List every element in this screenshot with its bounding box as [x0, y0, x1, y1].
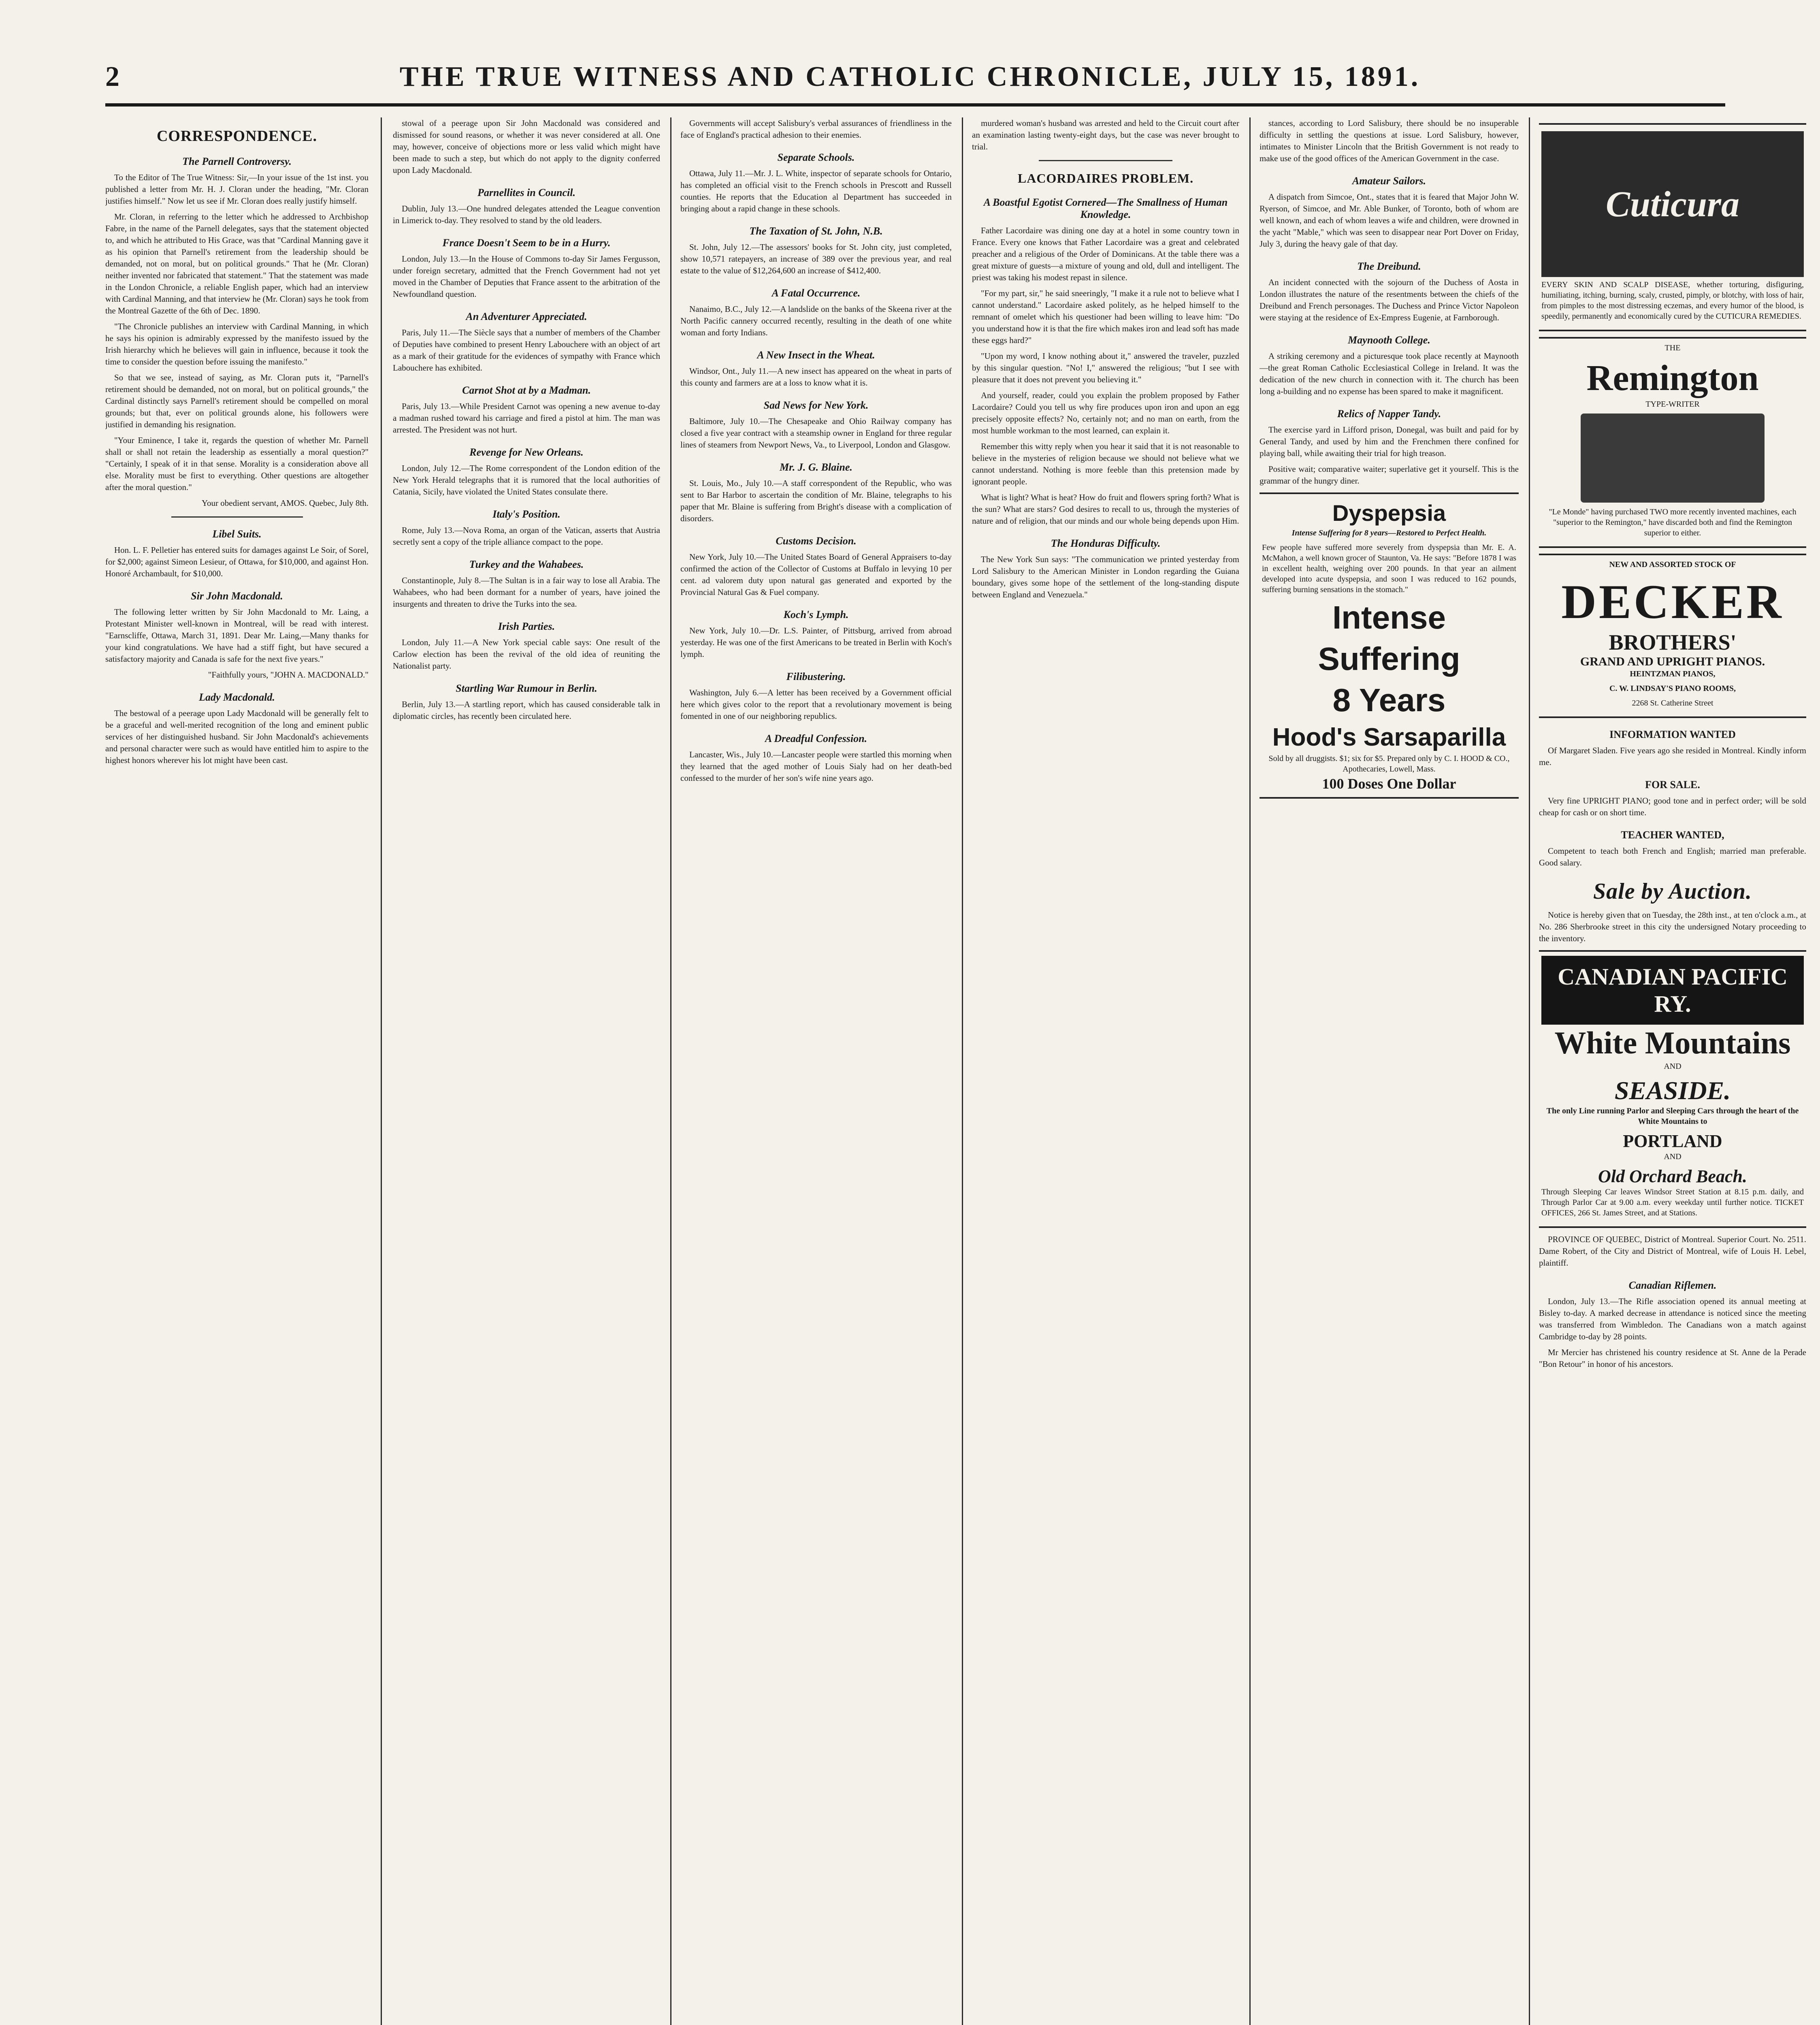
article-paragraph: Constantinople, July 8.—The Sultan is in a fair way to lose all Arabia. The Wahabees, who had been dormant for a number of years, have joined the insurgents and threaten to drive the Turks into the sea.: [393, 576, 660, 609]
article-paragraph: So that we see, instead of saying, as Mr. Cloran puts it, "Parnell's retirement should be demanded, not on moral, but on political grounds," the Cardinal distinctly says Parnell's retirement should be compelled on moral grounds; but that, ever on political grounds alone, his followers were justified in demanding his resignation.: [105, 373, 369, 429]
ad-footer: Sold by all druggists. $1; six for $5. Prepared only by C. I. HOOD & CO., Apothecaries, Lowell, Mass.: [1268, 754, 1510, 774]
article-heading: A Dreadful Confession.: [765, 733, 867, 744]
article-heading: Libel Suits.: [212, 528, 262, 540]
article-paragraph: Positive wait; comparative waiter; superlative get it yourself. This is the grammar of the hungry diner.: [1260, 464, 1519, 486]
signoff: "Faithfully yours, "JOHN A. MACDONALD.": [208, 670, 369, 680]
article-heading: LACORDAIRES PROBLEM.: [1017, 171, 1194, 185]
cuticura-ad: [1539, 123, 1806, 331]
article-paragraph: London, July 13.—The Rifle association opened its annual meeting at Bisley to-day. A marked decrease in attendance is noticed since the meeting was transferred from Wimbledon. The Canadians won a match against Cambridge to-day by 28 points.: [1539, 1296, 1806, 1341]
article-paragraph: "The Chronicle publishes an interview with Cardinal Manning, in which he says his opinion is admirably expressed by the manifesto issued by the Irish hierarchy which he believes will gain in influence, because it took the time to consider the question before issuing the manifesto.": [105, 322, 369, 367]
article-heading: Sir John Macdonald.: [191, 590, 283, 602]
separator: [171, 516, 303, 518]
ad-title: Remington: [1586, 358, 1759, 398]
article-heading: The Dreibund.: [1357, 260, 1421, 272]
column-4: [972, 117, 1239, 2025]
masthead-rule: [105, 103, 1725, 107]
cuticura-illustration: Cuticura: [1541, 131, 1804, 277]
article-heading: Koch's Lymph.: [783, 609, 849, 620]
article-heading: Filibustering.: [786, 671, 846, 682]
ad-subtitle: BROTHERS': [1609, 630, 1737, 654]
ad-word: 8 Years: [1332, 682, 1446, 718]
article-heading: Maynooth College.: [1348, 334, 1430, 346]
classified-heading: FOR SALE.: [1645, 779, 1700, 791]
ad-product: Hood's Sarsaparilla: [1272, 723, 1506, 751]
article-paragraph: Hon. L. F. Pelletier has entered suits for damages against Le Soir, of Sorel, for $2,000; against Simeon Lesieur, of Ottawa, for $10,000, and against Hon. Honoré Archambault, for $10,000.: [105, 545, 369, 578]
article-paragraph: A dispatch from Simcoe, Ont., states that it is feared that Major John W. Ryerson, of Simcoe, and Mr. Able Bunker, of Toronto, both of whom are well known, and each of whom leaves a wife and children, were drowned in the yacht "Mable," which was seen to disappear near Port Dover on Friday, July 3, during the heavy gale of that day.: [1260, 192, 1519, 249]
article-heading: Revenge for New Orleans.: [469, 446, 584, 458]
ad-title: DECKER: [1561, 575, 1784, 629]
article-paragraph: St. Louis, Mo., July 10.—A staff correspondent of the Republic, who was sent to Bar Harbor to ascertain the condition of Mr. Blaine, telegraphs to his paper that Mr. Blaine is suffering from Bright's disease with a complication of disorders.: [680, 478, 952, 523]
ad-body: Through Sleeping Car leaves Windsor Street Station at 8.15 p.m. daily, and Through Parlor Car at 9.00 a.m. every weekday until further notice. TICKET OFFICES, 266 St. James Street, and at Stations.: [1541, 1187, 1804, 1217]
remington-ad: [1539, 337, 1806, 548]
article-paragraph: To the Editor of The True Witness: Sir,—In your issue of the 1st inst. you published a letter from Mr. H. J. Cloran under the heading, "Mr. Cloran justifies himself." Now let us see if Mr. Cloran does really justify himself.: [105, 173, 369, 206]
article-paragraph: Mr Mercier has christened his country residence at St. Anne de la Perade "Bon Retour" in honor of his ancestors.: [1539, 1347, 1806, 1369]
classified-text: Of Margaret Sladen. Five years ago she resided in Montreal. Kindly inform me.: [1539, 746, 1806, 767]
classified-heading: INFORMATION WANTED: [1609, 729, 1736, 740]
article-heading: An Adventurer Appreciated.: [466, 311, 587, 322]
article-subheading: A Boastful Egotist Cornered—The Smallness of Human Knowledge.: [983, 196, 1228, 220]
column-rule: [1529, 117, 1530, 2025]
ad-small: AND: [1664, 1152, 1681, 1161]
article-heading: The Parnell Controversy.: [182, 156, 292, 167]
article-paragraph: Remember this witty reply when you hear it said that it is not reasonable to believe in the mysteries of religion because we should not believe what we cannot understand. Nothing is more feeble than this pretension made by ignorant people.: [972, 441, 1239, 486]
article-heading: Turkey and the Wahabees.: [469, 558, 584, 570]
article-heading: A New Insect in the Wheat.: [757, 349, 875, 361]
article-paragraph: St. John, July 12.—The assessors' books for St. John city, just completed, show 10,571 ratepayers, an increase of 389 over the previous year, and real estate to the value of $12,264,600 an increase of $412,400.: [680, 242, 952, 275]
article-paragraph: The bestowal of a peerage upon Lady Macdonald will be generally felt to be a graceful and well-merited recognition of the long and eminent public services of her distinguished husband. Sir John Macdonald's achievements and personal character were such as would have entitled him to aspire to the highest honors wherever his lot might have been cast.: [105, 708, 369, 765]
ad-body: C. W. LINDSAY'S PIANO ROOMS,: [1609, 684, 1736, 693]
article-paragraph: New York, July 10.—Dr. L.S. Painter, of Pittsburg, arrived from abroad yesterday. He was one of the first Americans to be treated in Berlin with Koch's lymph.: [680, 626, 952, 659]
page-number: 2: [105, 61, 119, 92]
ad-title: PORTLAND: [1623, 1131, 1722, 1151]
article-heading: Separate Schools.: [777, 151, 855, 163]
article-paragraph: Father Lacordaire was dining one day at a hotel in some country town in France. Every one knows that Father Lacordaire was a great and celebrated preacher and a religious of the Order of Dominicans. At the table there was a great mixture of guests—a mixture of young and old, dull and intelligent. The priest was taking his modest repast in silence.: [972, 226, 1239, 282]
hoods-sarsaparilla-ad: [1260, 492, 1519, 799]
classified-text: Very fine UPRIGHT PIANO; good tone and in perfect order; will be sold cheap for cash or on short time.: [1539, 796, 1806, 817]
decker-ad: [1539, 554, 1806, 718]
masthead: [0, 0, 1820, 122]
article-paragraph: "For my part, sir," he said sneeringly, "I make it a rule not to believe what I cannot understand." Lacordaire asked politely, as he helped himself to the remnant of omelet which his questioner had been willing to leave him: "Do you understand how it is that the fire which makes iron and lead soft has made these eggs hard?": [972, 288, 1239, 345]
article-paragraph: Ottawa, July 11.—Mr. J. L. White, inspector of separate schools for Ontario, has completed an official visit to the French schools in Prescott and Russell counties. He reports that the Education al Department has succeeded in bringing about a rapid change in these schools.: [680, 168, 952, 213]
ad-title: Old Orchard Beach.: [1598, 1166, 1747, 1186]
article-paragraph: A striking ceremony and a picturesque took place recently at Maynooth—the great Roman Catholic Ecclesiastical College in Ireland. It was the dedication of the new church in connection with it. The church has been long a-building and no expense has been spared to make it magnificent.: [1260, 351, 1519, 396]
ad-small: AND: [1664, 1062, 1681, 1071]
article-heading: Sad News for New York.: [763, 399, 869, 411]
article-paragraph: Baltimore, July 10.—The Chesapeake and Ohio Railway company has closed a five year contract with a steamship owner in England for three regular lines of steamers from Newport News, Va., to Liverpool, London and Glasgow.: [680, 416, 952, 450]
classified-text: Notice is hereby given that on Tuesday, the 28th inst., at ten o'clock a.m., at No. 286 Sherbrooke street in this city the undersigned Notary proceeding to the inventory.: [1539, 910, 1806, 943]
article-heading: Parnellites in Council.: [477, 187, 575, 198]
ad-subtitle: Intense Suffering for 8 years—Restored to Perfect Health.: [1291, 529, 1487, 537]
article-heading: France Doesn't Seem to be in a Hurry.: [442, 237, 611, 249]
ad-subtitle: TYPE-WRITER: [1645, 400, 1700, 409]
column-5: [1260, 117, 1519, 2025]
article-heading: The Honduras Difficulty.: [1051, 537, 1161, 549]
article-paragraph: Dublin, July 13.—One hundred delegates attended the League convention in Limerick to-day. They resolved to stand by the old leaders.: [393, 204, 660, 225]
article-paragraph: stances, according to Lord Salisbury, there should be no insuperable difficulty in settling the questions at issue. Lord Salisbury, however, intimates to Minister Lincoln that the British Government is not ready to make use of the good offices of the American Government in the case.: [1260, 118, 1519, 163]
ad-body: "Le Monde" having purchased TWO more recently invented machines, each "superior to the Remington," have discarded both and find the Remington superior to either.: [1549, 507, 1797, 537]
article-paragraph: Washington, July 6.—A letter has been received by a Government official here which gives color to the report that a revolutionary movement is being fomented in one of our neighboring republics.: [680, 688, 952, 721]
separator: [1039, 160, 1172, 161]
article-paragraph: New York, July 10.—The United States Board of General Appraisers to-day confirmed the action of the Collector of Customs at Buffalo in levying 10 per cent. ad valorem duty upon natural gas generated and exported by the Provincial Natural Gas & Fuel company.: [680, 552, 952, 597]
typewriter-illustration: [1581, 414, 1765, 503]
column-rule: [670, 117, 671, 2025]
ad-head: NEW AND ASSORTED STOCK OF: [1609, 560, 1736, 569]
ad-body: HEINTZMAN PIANOS,: [1630, 669, 1716, 678]
article-paragraph: Paris, July 13.—While President Carnot was opening a new avenue to-day a madman rushed toward his carriage and fired a pistol at him. The man was arrested. The President was not hurt.: [393, 401, 660, 435]
article-heading: Relics of Napper Tandy.: [1337, 408, 1441, 420]
article-paragraph: Paris, July 11.—The Siècle says that a number of members of the Chamber of Deputies have combined to present Henry Labouchere with an object of art as a mark of their gratitude for the evidences of sympathy with France which Labouchere has exhibited.: [393, 328, 660, 373]
article-paragraph: An incident connected with the sojourn of the Duchess of Aosta in London illustrates the nature of the resentments between the chiefs of the Dreibund and French personages. The Duchess and Prince Victor Napoleon were staying at the residence of Ex-Empress Eugenie, at Farnborough.: [1260, 277, 1519, 322]
article-paragraph: Nanaimo, B.C., July 12.—A landslide on the banks of the Skeena river at the North Pacific cannery occurred recently, resulting in the death of one white woman and forty Indians.: [680, 304, 952, 337]
ad-subtitle: GRAND AND UPRIGHT PIANOS.: [1580, 655, 1765, 668]
ad-body: 2268 St. Catherine Street: [1632, 699, 1713, 708]
ad-doses: 100 Doses One Dollar: [1322, 776, 1456, 792]
ad-word: Intense: [1332, 599, 1446, 635]
ad-small: THE: [1664, 343, 1681, 352]
classified-heading: Sale by Auction.: [1593, 879, 1752, 904]
classified-text: Competent to teach both French and English; married man preferable. Good salary.: [1539, 846, 1806, 868]
article-paragraph: And yourself, reader, could you explain the problem proposed by Father Lacordaire? Could you tell us why fire produces upon iron and upon an egg precisely opposite effects? No, certainly not; and no man on earth, from the most humble workman to the most learned, can explain it.: [972, 390, 1239, 435]
classified-heading: TEACHER WANTED,: [1621, 829, 1724, 841]
ad-body: Few people have suffered more severely from dyspepsia than Mr. E. A. McMahon, a well known grocer of Staunton, Va. He says: "Before 1878 I was in excellent health, weighing over 200 pounds. In that year an ailment developed into acute dyspepsia, and soon I was reduced to 162 pounds, suffering burning sensations in the stomach.": [1262, 543, 1516, 594]
article-paragraph: London, July 12.—The Rome correspondent of the London edition of the New York Herald telegraphs that it is rumored that the local authorities of Catania, Sicily, have violated the United States consulate there.: [393, 463, 660, 497]
article-heading: Italy's Position.: [492, 508, 560, 520]
article-paragraph: murdered woman's husband was arrested and held to the Circuit court after an examination lasting twenty-eight days, but the case was never brought to trial.: [972, 118, 1239, 151]
column-rule: [381, 117, 382, 2025]
legal-notice: PROVINCE OF QUEBEC, District of Montreal. Superior Court. No. 2511. Dame Robert, of the City and District of Montreal, wife of Louis H. Lebel, plaintiff.: [1539, 1234, 1806, 1268]
article-paragraph: London, July 11.—A New York special cable says: One result of the Carlow election has been the revival of the old idea of reuniting the Nationalist party.: [393, 637, 660, 671]
column-2: [393, 117, 660, 2025]
ad-title: White Mountains: [1554, 1025, 1791, 1060]
article-heading: Startling War Rumour in Berlin.: [456, 682, 597, 694]
article-paragraph: Mr. Cloran, in referring to the letter which he addressed to Archbishop Fabre, in the name of the Parnell delegates, says that the statement objected to, and which he attributed to His Grace, was that "Cardinal Manning gave it as his opinion that Parnell's retirement from the leadership should be demanded, not on moral, but on political grounds." That he (Mr. Cloran) neither invented nor fabricated that statement." That the statement was made in the London Chronicle, a reliable English paper, which had an interview with Cardinal Manning, and that interview he (Mr. Cloran) says he took from the Montreal Gazette of the 6th of Dec. 1890.: [105, 212, 369, 315]
ad-body: The only Line running Parlor and Sleeping Cars through the heart of the White Mountains to: [1546, 1106, 1799, 1126]
article-paragraph: Governments will accept Salisbury's verbal assurances of friendliness in the face of England's practical adhesion to their enemies.: [680, 118, 952, 140]
article-paragraph: "Your Eminence, I take it, regards the question of whether Mr. Parnell shall or shall not retain the leadership as essentially a moral question?" "Certainly, I speak of it in that sense. Morality is a consideration above all else. Morality must be first to everything. Other questions are altogether after the moral question.": [105, 435, 369, 492]
article-paragraph: Berlin, July 13.—A startling report, which has caused considerable talk in diplomatic circles, has recently been circulated here.: [393, 699, 660, 721]
ad-word: Suffering: [1318, 641, 1460, 677]
article-heading: Canadian Riflemen.: [1628, 1279, 1717, 1291]
article-paragraph: London, July 13.—In the House of Commons to-day Sir James Fergusson, under foreign secretary, admitted that the French Government had not yet moved in the Chamber of Deputies that France assent to the arbitration of the Newfoundland question.: [393, 254, 660, 299]
article-heading: Lady Macdonald.: [199, 691, 275, 703]
article-heading: Irish Parties.: [498, 620, 555, 632]
ad-title: SEASIDE.: [1614, 1076, 1731, 1105]
article-paragraph: "Upon my word, I know nothing about it," answered the traveler, puzzled by this singular question. "No! I," answered the religious; "but I see with pleasure that it does not prevent you believing it.": [972, 351, 1239, 384]
article-heading: Customs Decision.: [776, 535, 857, 547]
section-heading: CORRESPONDENCE.: [156, 128, 318, 145]
article-paragraph: Rome, July 13.—Nova Roma, an organ of the Vatican, asserts that Austria secretly sent a copy of the triple alliance compact to the pope.: [393, 525, 660, 547]
signoff: Your obedient servant, AMOS. Quebec, July 8th.: [201, 498, 369, 508]
newspaper-title: THE TRUE WITNESS AND CATHOLIC CHRONICLE, JULY 15, 1891.: [399, 61, 1421, 92]
ad-banner: CANADIAN PACIFIC RY.: [1541, 956, 1804, 1025]
article-paragraph: Windsor, Ont., July 11.—A new insect has appeared on the wheat in parts of this county and farmers are at a loss to know what it is.: [680, 366, 952, 388]
article-heading: Mr. J. G. Blaine.: [780, 461, 852, 473]
ad-body: EVERY SKIN AND SCALP DISEASE, whether torturing, disfiguring, humiliating, itching, burning, scaly, crusted, pimply, or blotchy, with loss of hair, from pimples to the most distressing eczemas, and every humor of the blood, is speedily, permanently and economically cured by the CUTICURA REMEDIES.: [1541, 280, 1804, 321]
column-3: [680, 117, 952, 2025]
article-paragraph: Lancaster, Wis., July 10.—Lancaster people were startled this morning when they learned that the aged mother of Louis Sialy had on her death-bed confessed to the murder of her son's wife nine years ago.: [680, 750, 952, 783]
article-heading: Carnot Shot at by a Madman.: [462, 384, 591, 396]
canadian-pacific-ad: [1539, 950, 1806, 1228]
ad-title: Dyspepsia: [1332, 500, 1446, 526]
column-6: [1539, 117, 1806, 2025]
article-paragraph: The following letter written by Sir John Macdonald to Mr. Laing, a Protestant Minister well-known in Montreal, will be read with interest. "Earnscliffe, Ottawa, March 31, 1891. Dear Mr. Laing,—Many thanks for your kind congratulations. We have had a stiff fight, but have secured a satisfactory majority and Canada is safe for the next five years.": [105, 607, 369, 664]
column-1: [105, 117, 369, 2025]
column-rule: [1249, 117, 1251, 2025]
column-rule: [962, 117, 963, 2025]
article-heading: The Taxation of St. John, N.B.: [749, 225, 883, 237]
article-paragraph: stowal of a peerage upon Sir John Macdonald was considered and dismissed for sound reasons, or whether it was never considered at all. One may, however, conceive of objections more or less valid which might have been made to such a step, but which do not apply to the dignity conferred upon Lady Macdonald.: [393, 118, 660, 175]
article-paragraph: What is light? What is heat? How do fruit and flowers spring forth? What is the sun? What are stars? God desires to recall to us, through the mysteries of nature and of religion, that our minds and our whole being depends upon Him.: [972, 492, 1239, 526]
article-heading: A Fatal Occurrence.: [771, 287, 861, 299]
article-paragraph: The New York Sun says: "The communication we printed yesterday from Lord Salisbury to the American Minister in London regarding the Guiana boundary, gives some hope of the settlement of the long-standing dispute between England and Venezuela.": [972, 554, 1239, 599]
article-heading: Amateur Sailors.: [1352, 175, 1426, 187]
article-paragraph: The exercise yard in Lifford prison, Donegal, was built and paid for by General Tandy, and used by him and the Frenchmen there confined for playing ball, while awaiting their trial for high treason.: [1260, 425, 1519, 458]
